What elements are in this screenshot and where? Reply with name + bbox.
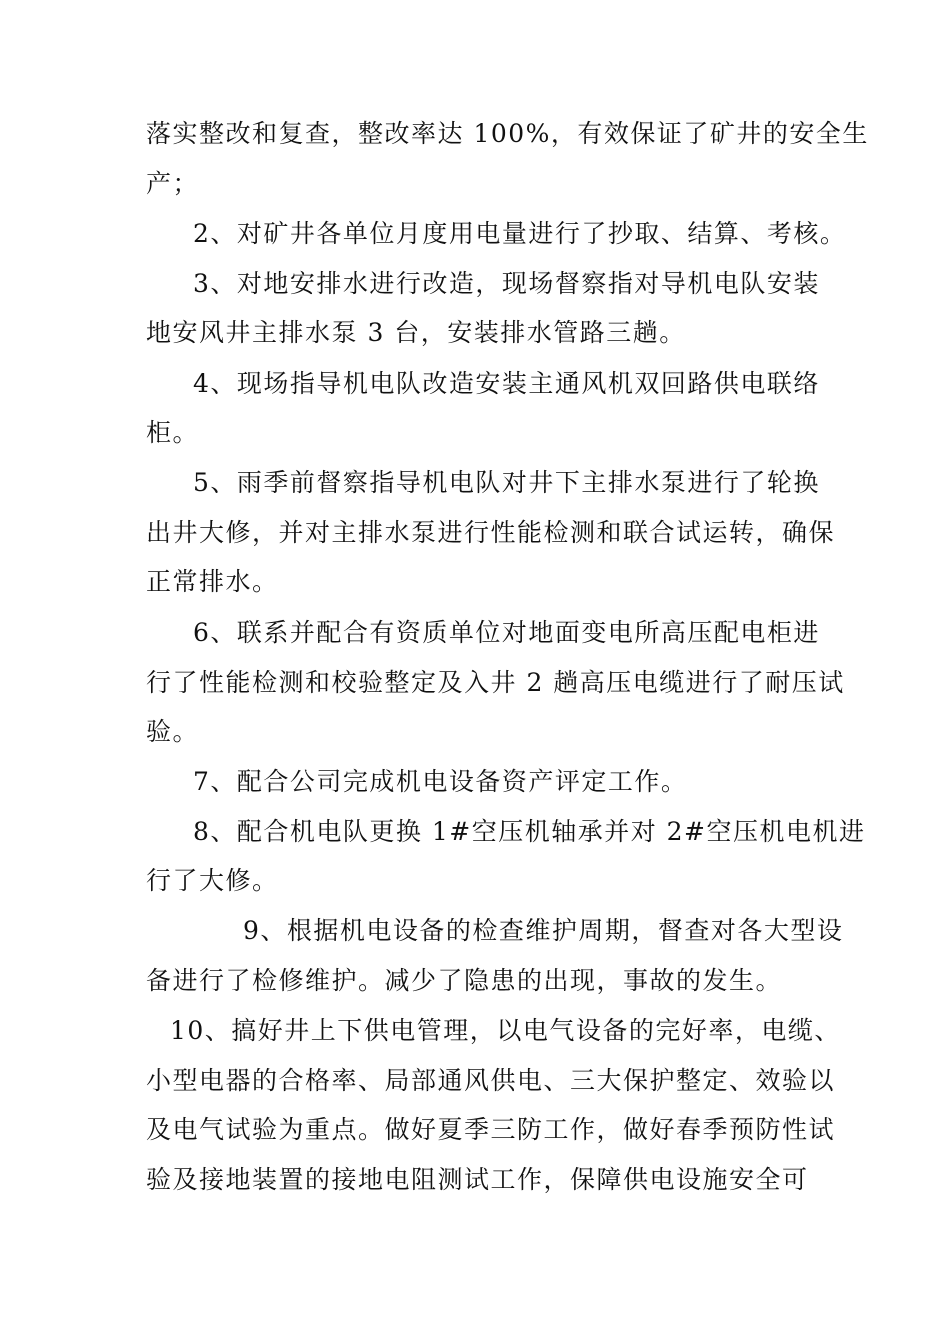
text-line: 正常排水。 bbox=[146, 567, 279, 596]
text-line: 柜。 bbox=[146, 418, 200, 447]
text-line: 行了性能检测和校验整定及入井 2 趟高压电缆进行了耐压试 bbox=[146, 668, 845, 697]
text-line: 验。 bbox=[146, 717, 200, 746]
text-line: 及电气试验为重点。做好夏季三防工作，做好春季预防性试 bbox=[146, 1115, 836, 1144]
text-line: 小型电器的合格率、局部通风供电、三大保护整定、效验以 bbox=[146, 1066, 836, 1095]
text-line: 验及接地装置的接地电阻测试工作，保障供电设施安全可 bbox=[146, 1165, 809, 1194]
text-line: 6、联系并配合有资质单位对地面变电所高压配电柜进 bbox=[193, 618, 820, 647]
text-line: 9、根据机电设备的检查维护周期，督查对各大型设 bbox=[243, 916, 844, 945]
text-line: 地安风井主排水泵 3 台，安装排水管路三趟。 bbox=[146, 318, 686, 347]
text-line: 出井大修，并对主排水泵进行性能检测和联合试运转，确保 bbox=[146, 518, 836, 547]
text-line: 3、对地安排水进行改造，现场督察指对导机电队安装 bbox=[193, 269, 820, 298]
text-line: 产； bbox=[146, 169, 200, 198]
text-line: 4、现场指导机电队改造安装主通风机双回路供电联络 bbox=[193, 369, 820, 398]
text-line: 2、对矿井各单位月度用电量进行了抄取、结算、考核。 bbox=[193, 219, 847, 248]
text-line: 5、雨季前督察指导机电队对井下主排水泵进行了轮换 bbox=[193, 468, 820, 497]
text-line: 8、配合机电队更换 1#空压机轴承并对 2#空压机电机进 bbox=[193, 817, 866, 846]
text-line: 10、搞好井上下供电管理，以电气设备的完好率，电缆、 bbox=[170, 1016, 841, 1045]
text-line: 行了大修。 bbox=[146, 866, 279, 895]
text-line: 落实整改和复查，整改率达 100%，有效保证了矿井的安全生 bbox=[146, 119, 869, 148]
text-line: 备进行了检修维护。减少了隐患的出现，事故的发生。 bbox=[146, 966, 783, 995]
text-line: 7、配合公司完成机电设备资产评定工作。 bbox=[193, 767, 688, 796]
